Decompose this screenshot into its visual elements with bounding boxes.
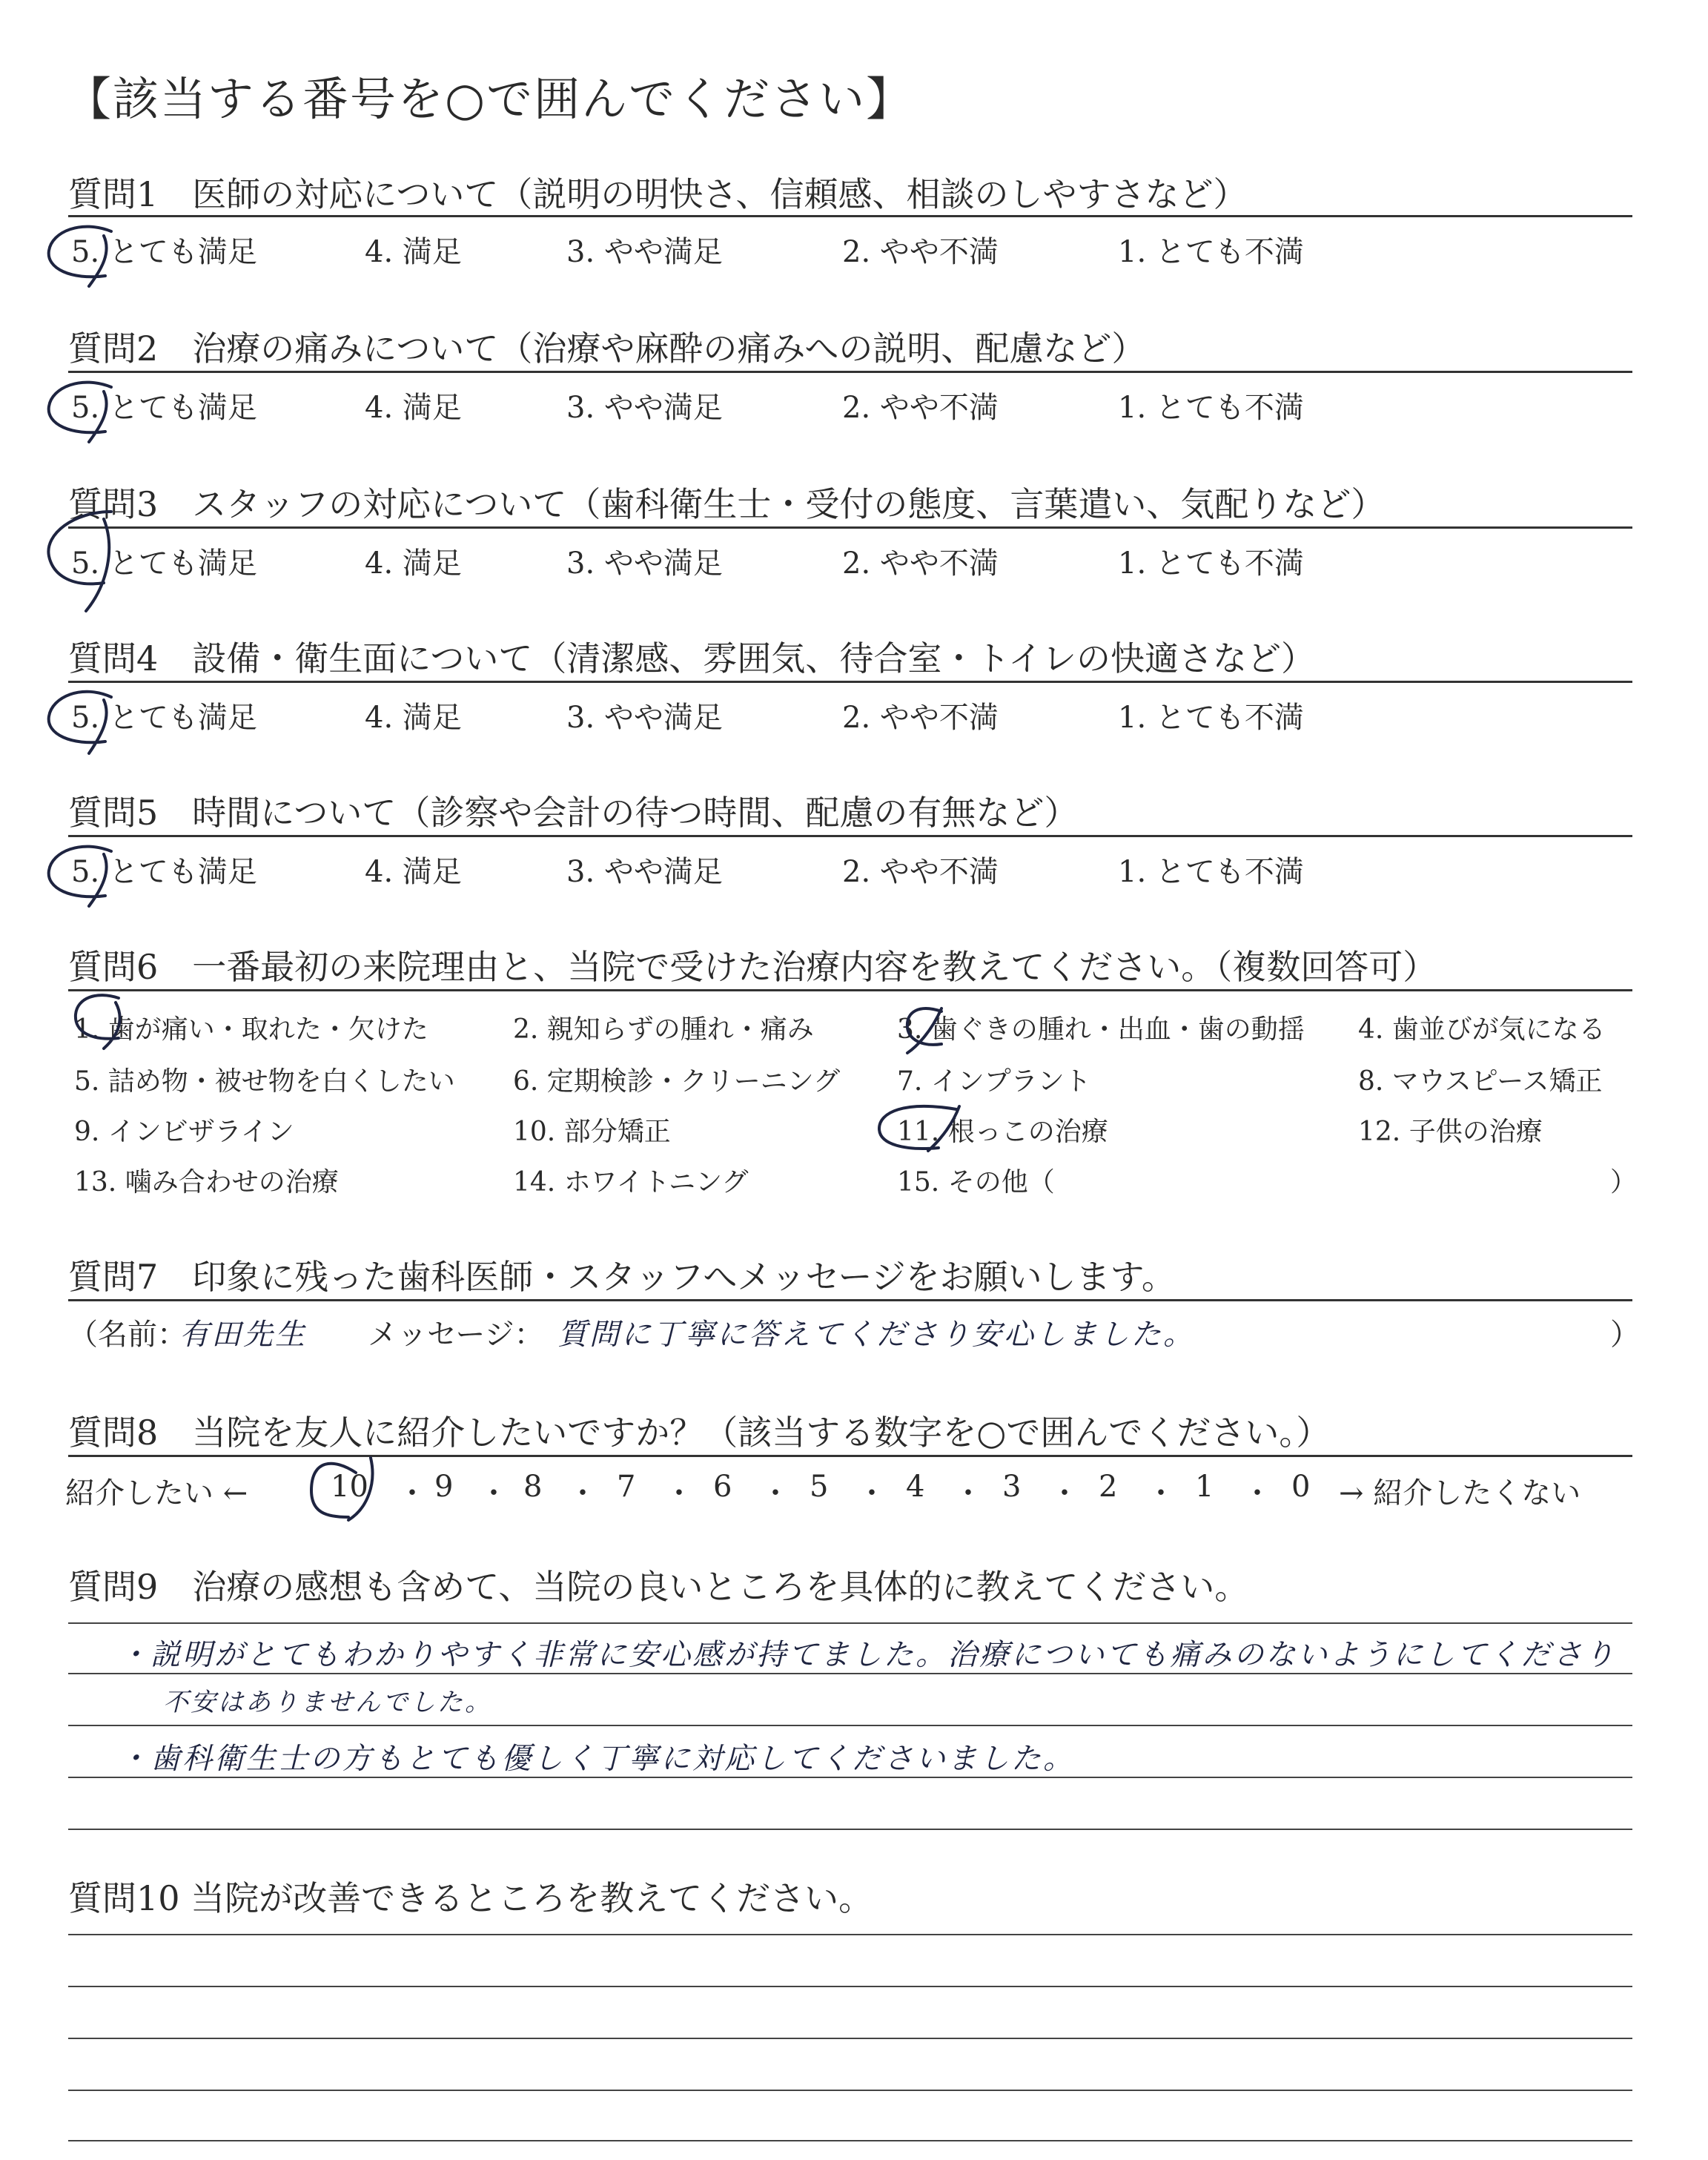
q8-dot: ・ — [857, 1476, 887, 1510]
q4-option-3[interactable]: 3. やや満足 — [566, 701, 723, 735]
q8-scale-4[interactable]: 4 — [906, 1470, 925, 1504]
q9-answer-line-2[interactable]: 不安はありませんでした。 — [163, 1688, 492, 1717]
q6-item-5[interactable]: 5. 詰め物・被せ物を白くしたい — [74, 1066, 455, 1097]
question-7-title: 質問7 印象に残った歯科医師・スタッフへメッセージをお願いします。 — [68, 1257, 1176, 1297]
q10-writing-line — [68, 2140, 1632, 2141]
question-5-title: 質問5 時間について（診察や会計の待つ時間、配慮の有無など） — [68, 793, 1079, 833]
question-6-title: 質問6 一番最初の来院理由と、当院で受けた治療内容を教えてください。（複数回答可） — [68, 947, 1437, 987]
q5-option-1[interactable]: 1. とても不満 — [1118, 855, 1304, 889]
q8-right-label: → 紹介したくない — [1339, 1476, 1581, 1510]
q8-scale-5[interactable]: 5 — [810, 1470, 829, 1504]
q8-dot: ・ — [664, 1476, 694, 1510]
q6-item-15[interactable]: 15. その他（ — [897, 1167, 1055, 1198]
q9-answer-line-3[interactable]: ・歯科衛生士の方もとても優しく丁寧に対応してくださいました。 — [119, 1742, 1075, 1776]
question-10-title: 質問10 当院が改善できるところを教えてください。 — [68, 1878, 873, 1918]
q5-option-4[interactable]: 4. 満足 — [365, 855, 462, 889]
q4-option-5[interactable]: 5. とても満足 — [71, 701, 257, 735]
q10-writing-line — [68, 2090, 1632, 2091]
q9-writing-line — [68, 1829, 1632, 1830]
q7-message-value[interactable]: 質問に丁寧に答えてくださり安心しました。 — [557, 1318, 1195, 1352]
q9-writing-line — [68, 1622, 1632, 1624]
q6-item-9[interactable]: 9. インビザライン — [74, 1117, 294, 1147]
q1-option-3[interactable]: 3. やや満足 — [566, 235, 723, 269]
q5-option-2[interactable]: 2. やや不満 — [842, 855, 999, 889]
question-4-rule — [68, 681, 1632, 683]
q8-left-label: 紹介したい ← — [65, 1476, 248, 1510]
q9-writing-line — [68, 1725, 1632, 1726]
q7-message-label: メッセージ： — [368, 1318, 544, 1352]
question-1-rule — [68, 215, 1632, 217]
q8-scale-10[interactable]: 10 — [331, 1470, 368, 1504]
question-5-rule — [68, 835, 1632, 837]
q3-option-5[interactable]: 5. とても満足 — [71, 546, 257, 581]
q3-option-2[interactable]: 2. やや不満 — [842, 546, 999, 581]
q2-option-5[interactable]: 5. とても満足 — [71, 391, 257, 425]
q1-option-1[interactable]: 1. とても不満 — [1118, 235, 1304, 269]
question-2-title: 質問2 治療の痛みについて（治療や麻酔の痛みへの説明、配慮など） — [68, 328, 1146, 369]
q6-item-1[interactable]: 1. 歯が痛い・取れた・欠けた — [74, 1014, 428, 1045]
q7-close-paren: ） — [1610, 1318, 1640, 1352]
q8-scale-8[interactable]: 8 — [523, 1470, 543, 1504]
q8-dot: ・ — [761, 1476, 790, 1510]
q8-scale-1[interactable]: 1 — [1195, 1470, 1214, 1504]
question-7-rule — [68, 1299, 1632, 1301]
q1-option-2[interactable]: 2. やや不満 — [842, 235, 999, 269]
q8-dot: ・ — [1242, 1476, 1272, 1510]
q8-dot: ・ — [953, 1476, 983, 1510]
q6-item-10[interactable]: 10. 部分矯正 — [513, 1117, 671, 1147]
q10-writing-line — [68, 2038, 1632, 2039]
q2-option-3[interactable]: 3. やや満足 — [566, 391, 723, 425]
q1-option-4[interactable]: 4. 満足 — [365, 235, 462, 269]
q8-dot: ・ — [568, 1476, 598, 1510]
q8-scale — [65, 1470, 1632, 1514]
q6-item-7[interactable]: 7. インプラント — [897, 1066, 1091, 1097]
q6-item-3[interactable]: 3. 歯ぐきの腫れ・出血・歯の動揺 — [897, 1014, 1305, 1045]
q5-option-3[interactable]: 3. やや満足 — [566, 855, 723, 889]
q6-item-4[interactable]: 4. 歯並びが気になる — [1358, 1014, 1606, 1045]
question-8-rule — [68, 1455, 1632, 1457]
question-3-title: 質問3 スタッフの対応について（歯科衛生士・受付の態度、言葉遣い、気配りなど） — [68, 484, 1386, 524]
q6-item-14[interactable]: 14. ホワイトニング — [513, 1167, 749, 1198]
q1-option-5[interactable]: 5. とても満足 — [71, 235, 257, 269]
q4-option-1[interactable]: 1. とても不満 — [1118, 701, 1304, 735]
q8-dot: ・ — [1050, 1476, 1079, 1510]
q8-scale-3[interactable]: 3 — [1002, 1470, 1022, 1504]
q10-writing-line — [68, 1986, 1632, 1987]
question-8-title: 質問8 当院を友人に紹介したいですか？（該当する数字を○で囲んでください。） — [68, 1413, 1331, 1453]
q2-option-2[interactable]: 2. やや不満 — [842, 391, 999, 425]
q8-dot: ・ — [397, 1476, 427, 1510]
q3-option-4[interactable]: 4. 満足 — [365, 546, 462, 581]
q8-scale-6[interactable]: 6 — [713, 1470, 732, 1504]
question-9-title: 質問9 治療の感想も含めて、当院の良いところを具体的に教えてください。 — [68, 1567, 1249, 1607]
instruction-header: 【該当する番号を○で囲んでください】 — [65, 72, 914, 126]
q5-option-5[interactable]: 5. とても満足 — [71, 855, 257, 889]
q9-answer-line-1[interactable]: ・説明がとてもわかりやすく非常に安心感が持てました。治療についても痛みのないようにしてくださり — [119, 1638, 1617, 1672]
q6-item-8[interactable]: 8. マウスピース矯正 — [1358, 1066, 1603, 1097]
q8-dot: ・ — [1146, 1476, 1176, 1510]
question-1-title: 質問1 医師の対応について（説明の明快さ、信頼感、相談のしやすさなど） — [68, 174, 1248, 214]
q6-item-11[interactable]: 11. 根っこの治療 — [897, 1117, 1108, 1147]
q6-item-2[interactable]: 2. 親知らずの腫れ・痛み — [513, 1014, 814, 1045]
q6-item-13[interactable]: 13. 噛み合わせの治療 — [74, 1167, 339, 1198]
q2-option-1[interactable]: 1. とても不満 — [1118, 391, 1304, 425]
q6-item-6[interactable]: 6. 定期検診・クリーニング — [513, 1066, 841, 1097]
q3-option-1[interactable]: 1. とても不満 — [1118, 546, 1304, 581]
q4-option-4[interactable]: 4. 満足 — [365, 701, 462, 735]
question-6-rule — [68, 989, 1632, 991]
q8-scale-9[interactable]: 9 — [434, 1470, 454, 1504]
question-4-title: 質問4 設備・衛生面について（清潔感、雰囲気、待合室・トイレの快適さなど） — [68, 638, 1316, 678]
q7-message-row — [68, 1311, 1640, 1355]
q6-item-12[interactable]: 12. 子供の治療 — [1358, 1117, 1543, 1147]
q7-name-label: （名前： — [68, 1318, 187, 1352]
q4-option-2[interactable]: 2. やや不満 — [842, 701, 999, 735]
q3-option-3[interactable]: 3. やや満足 — [566, 546, 723, 581]
question-2-rule — [68, 371, 1632, 373]
question-3-rule — [68, 526, 1632, 529]
q8-scale-0[interactable]: 0 — [1291, 1470, 1311, 1504]
q2-option-4[interactable]: 4. 満足 — [365, 391, 462, 425]
q6-other-close-paren: ） — [1610, 1167, 1638, 1198]
q7-name-value[interactable]: 有田先生 — [179, 1318, 307, 1352]
q8-dot: ・ — [479, 1476, 509, 1510]
q10-writing-line — [68, 1934, 1632, 1935]
q8-scale-7[interactable]: 7 — [617, 1470, 636, 1504]
q8-scale-2[interactable]: 2 — [1099, 1470, 1118, 1504]
